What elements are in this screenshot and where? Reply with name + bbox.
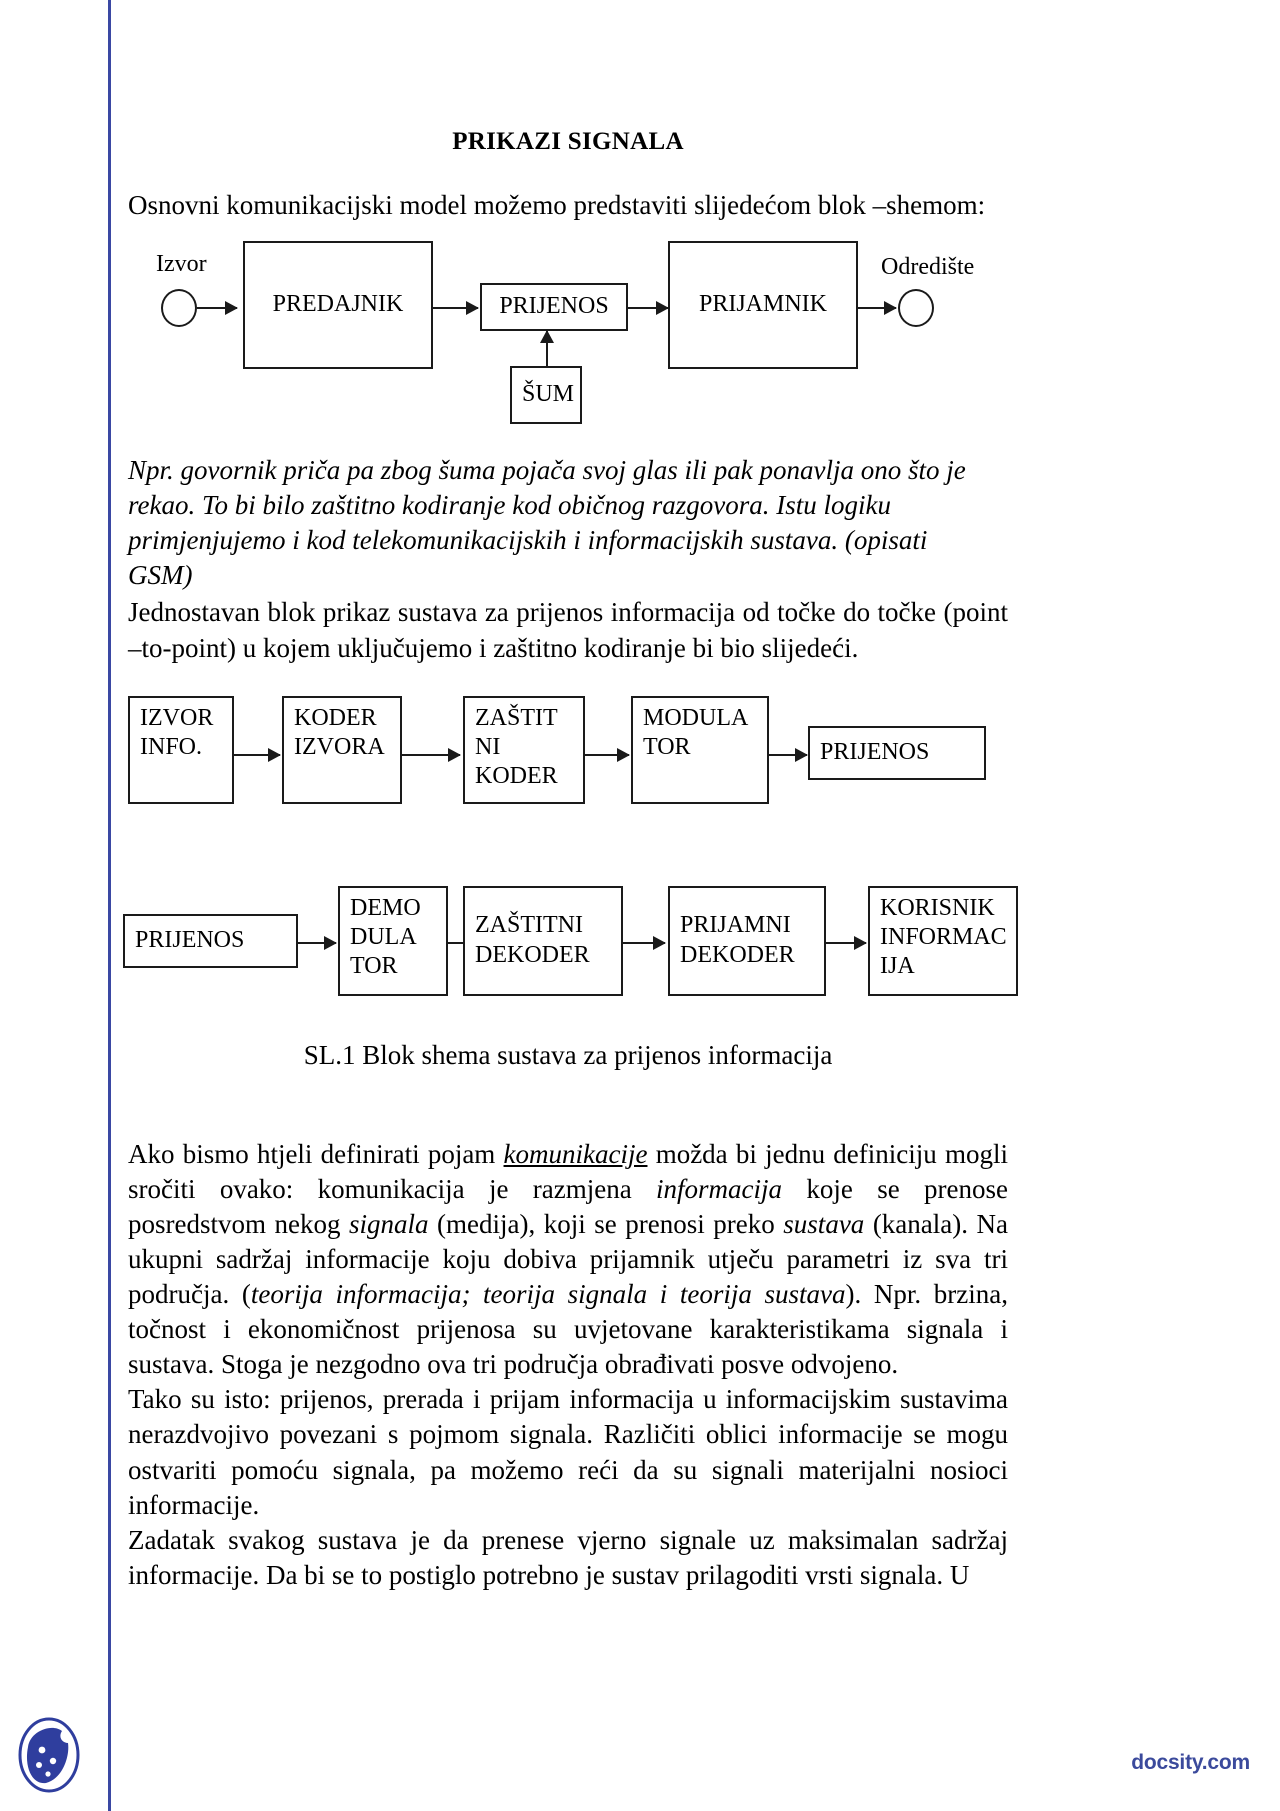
bp1-seg-e: (kanala). Na ukupni sadržaj informacije koju dobiva prijamnik utječu parametri iz sva tri područja. ( [128,1208,1008,1310]
term-signala: signala [349,1208,429,1239]
note-line-2: rekao. To bi bilo zaštitno kodiranje kod običnog razgovora. Istu logiku [128,490,891,521]
diagram-basic-communication-model [128,241,1008,441]
box-prijenos-2 [808,726,986,780]
box-predajnik: PREDAJNIK [243,241,433,369]
paragraph-point-to-point: Jednostavan blok prikaz sustava za prijenos informacija od točke do točke (point –to-point) u kojem uključujemo i zaštitno kodiranje bi bio slijedeći. [128,597,1008,663]
box-label-line: MODULA [643,704,749,731]
box-label-line: KODER [294,704,377,731]
bp1-seg-d: (medija), koji se prenosi preko [428,1208,784,1239]
box-label-line: NI [475,733,501,760]
footer-brand: docsity.com [1131,1751,1250,1774]
box-label-line: IZVORA [294,733,385,760]
arrow-d3-4 [826,942,866,944]
page-edge-rule [108,0,111,1811]
box-koder-izvora [282,696,402,804]
bp1-seg-f: ). Npr. brzina, točnost i ekonomičnost prijenosa su uvjetovane karakteristikama signala i sustava. Stoga je nezgodno ova tri područja obrađivati posve odvojeno. [128,1279,1008,1380]
docsity-cookie-logo [18,1717,80,1793]
box-zastitni-koder [463,696,585,804]
term-komunikacije: komunikacije [503,1138,648,1169]
body-paragraph-3: Zadatak svakog sustava je da prenese vjerno signale uz maksimalan sadržaj informacije. Da bi se to postiglo potrebno je sustav prilagoditi vrsti signala. U [128,1524,1008,1590]
box-label-line: IZVOR [140,704,214,731]
box-label-line: TOR [643,733,691,760]
box-label-line: DULA [350,923,417,950]
term-informacija: informacija [656,1173,783,1204]
page-title: PRIKAZI SIGNALA [452,128,684,155]
figure-caption: SL.1 Blok shema sustava za prijenos informacija [303,1039,833,1070]
box-modulator [631,696,769,804]
arrow-source-to-transmitter [197,307,237,309]
box-demodulator [338,886,448,996]
box-label-line: DEKODER [475,941,590,968]
destination-node-circle [898,289,934,327]
box-label-line: IJA [880,953,915,980]
arrow-receiver-to-destination [858,307,896,309]
box-label-line: PRIJENOS [820,739,930,766]
box-label-line: PRIJAMNI [680,912,791,939]
arrow-transmitter-to-transmission [433,307,478,309]
body-text-block [128,1137,1008,1593]
box-korisnik-informacija [868,886,1018,996]
source-node-circle [161,289,197,327]
box-label-line: INFORMAC [880,923,1007,950]
term-teorije: teorija informacija; teorija signala i teorija sustava [250,1279,846,1310]
box-label-line: KODER [475,763,558,790]
arrow-transmission-to-receiver [628,307,668,309]
note-line-4: GSM) [128,560,193,591]
box-sum: ŠUM [510,366,582,424]
box-label-line: TOR [350,953,398,980]
note-line-1: Npr. govornik priča pa zbog šuma pojača svoj glas ili pak ponavlja ono što je [128,455,966,486]
box-prijamnik: PRIJAMNIK [668,241,858,369]
page-content [128,0,1008,1593]
arrow-d3-1 [298,942,336,944]
bp1-seg-b: možda bi jednu definiciju mogli sročiti ovako: komunikacija je razmjena [128,1138,1008,1204]
arrow-d2-4 [769,754,807,756]
box-label-line: ZAŠTITNI [475,912,583,939]
diagram-transmit-chain [128,696,1008,816]
body-paragraph-1 [128,1137,1008,1383]
bp1-seg-a: Ako bismo htjeli definirati pojam [128,1138,504,1169]
box-izvor-info [128,696,234,804]
note-italic-block [128,453,1008,593]
arrow-d2-1 [234,754,280,756]
box-label-line: INFO. [140,733,203,760]
box-label-line: DEMO [350,894,421,921]
arrow-d2-3 [585,754,629,756]
diagram1-source-label: Izvor [156,251,207,278]
box-label-line: PRIJENOS [135,927,245,954]
arrow-d3-3 [623,942,665,944]
box-zastitni-dekoder [463,886,623,996]
box-prijenos-3 [123,914,298,968]
bp1-seg-c: koje se prenose posredstvom nekog [128,1173,1008,1239]
diagram-receive-chain [128,886,1008,1006]
note-line-3: primjenjujemo i kod telekomunikacijskih i informacijskih sustava. (opisati [128,525,928,556]
intro-paragraph: Osnovni komunikacijski model možemo predstaviti slijedećom blok –shemom: [128,190,986,220]
body-paragraph-2: Tako su isto: prijenos, prerada i prijam informacija u informacijskim sustavima nerazdvojivo povezani s pojmom signala. Različiti oblici informacije se mogu ostvariti pomoću signala, pa možemo reći da su signali materijalni nosioci informacije. [128,1384,1008,1520]
diagram1-destination-label: Odredište [881,254,975,281]
box-label-line: KORISNIK [880,894,995,921]
box-prijamni-dekoder [668,886,826,996]
box-prijenos-1: PRIJENOS [480,283,628,331]
box-label-line: ZAŠTIT [475,704,558,731]
box-label-line: DEKODER [680,941,795,968]
term-sustava: sustava [783,1208,865,1239]
arrow-d2-2 [402,754,460,756]
